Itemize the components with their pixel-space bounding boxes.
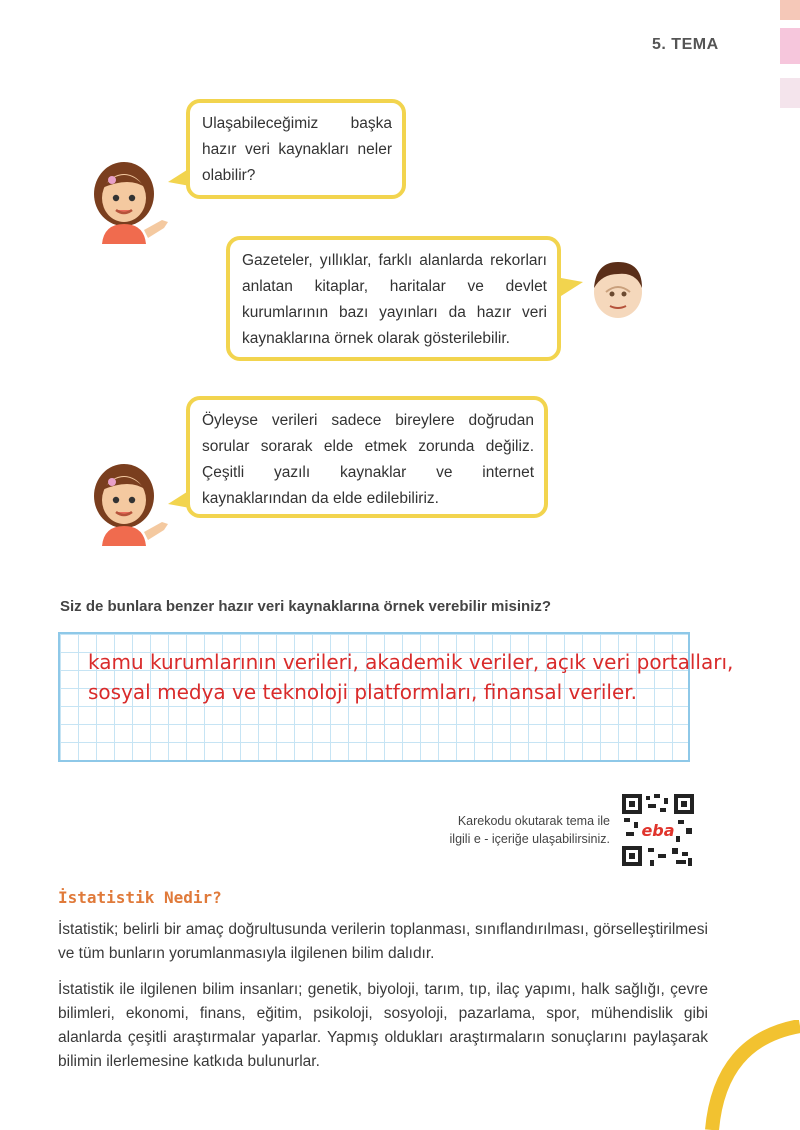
edge-tab-orange	[780, 0, 800, 20]
bubble-tail	[168, 168, 190, 186]
speech-bubble-boy	[226, 236, 561, 361]
bubble-text: Gazeteler, yıllıklar, farklı alanlarda rekorları anlatan kitaplar, haritalar ve devlet kurumlarının bazı yayınları da hazır veri kaynaklarına örnek olarak gösterilebilir.	[242, 252, 547, 347]
bubble-tail	[561, 278, 583, 296]
theme-label: 5. TEMA	[652, 36, 719, 53]
paragraph: İstatistik ile ilgilenen bilim insanları; genetik, biyoloji, tarım, tıp, ilaç yapımı, halk sağlığı, çevre bilimleri, ekonomi, finans, eğitim, psikoloji, sosyoloji, pazarlama, spor, mühendislik gibi alanlarda çeşitli araştırmalar yaparlar. Yapmış oldukları araştırmaların sonuçlarını paylaşarak bilimin ilerlemesine katkıda bulunurlar.	[58, 981, 708, 1070]
qr-caption-line: Karekodu okutarak tema ile	[457, 814, 610, 828]
girl-avatar	[90, 460, 176, 551]
speech-bubble-girl-2	[186, 396, 548, 518]
paragraph: İstatistik; belirli bir amaç doğrultusunda verilerin toplanması, sınıflandırılması, görselleştirilmesi ve tüm bunların yorumlanmasıyla ilgilenen bilim dalıdır.	[58, 921, 708, 962]
qr-caption-line: ilgili e - içeriğe ulaşabilirsiniz.	[449, 832, 610, 846]
speech-bubble-girl-1	[186, 99, 406, 199]
handwritten-answer-line-1: kamu kurumlarının verileri, akademik veriler, açık veri portalları,	[88, 650, 734, 674]
qr-code[interactable]	[620, 792, 696, 868]
boy-avatar	[588, 258, 648, 327]
eba-logo: eba	[641, 821, 675, 840]
bubble-tail	[168, 490, 190, 508]
exercise-question: Siz de bunlara benzer hazır veri kaynaklarına örnek verebilir misiniz?	[60, 598, 552, 615]
handwritten-answer-line-2: sosyal medya ve teknoloji platformları, finansal veriler.	[88, 680, 638, 704]
girl-avatar	[90, 158, 176, 249]
bubble-text: Ulaşabileceğimiz başka hazır veri kaynakları neler olabilir?	[202, 115, 392, 184]
corner-decoration	[700, 1020, 800, 1130]
edge-tab-light	[780, 78, 800, 108]
edge-tab-pink	[780, 28, 800, 64]
section-title: İstatistik Nedir?	[58, 888, 222, 907]
qr-caption	[420, 812, 610, 848]
bubble-text: Öyleyse verileri sadece bireylere doğrudan sorular sorarak elde etmek zorunda değiliz. Çeşitli yazılı kaynaklar ve internet kaynaklarından da elde edilebiliriz.	[202, 412, 534, 507]
